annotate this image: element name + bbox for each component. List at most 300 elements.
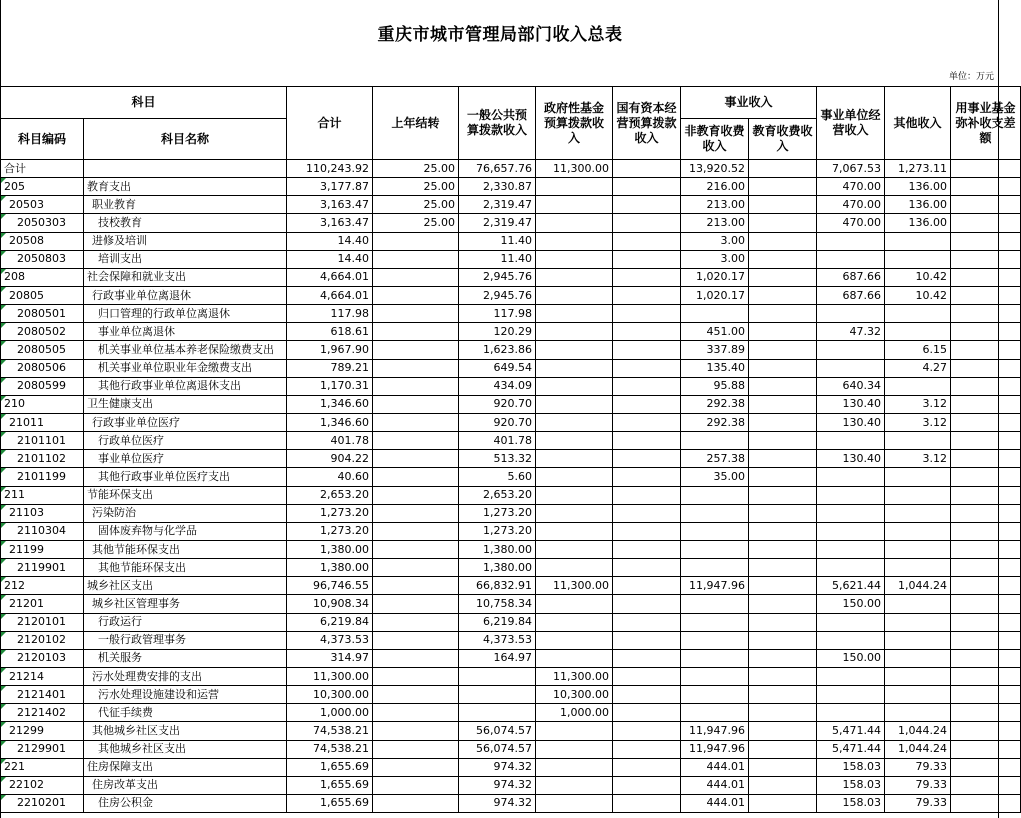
cell-prior-balance: [373, 232, 459, 250]
cell-other-income: 10.42: [885, 268, 951, 286]
cell-state-capital: [613, 704, 681, 722]
cell-other-income: 6.15: [885, 341, 951, 359]
cell-unit-operating: 130.40: [817, 450, 885, 468]
cell-gov-fund: [536, 323, 613, 341]
cell-code: 2050303: [1, 214, 84, 232]
table-row: [1, 758, 1021, 776]
header-edu-fee: 教育收费收入: [749, 119, 817, 160]
cell-gov-fund: [536, 468, 613, 486]
header-gov-fund: 政府性基金预算拨款收入: [536, 87, 613, 160]
income-summary-table: [0, 86, 1021, 813]
cell-code: 210: [1, 395, 84, 413]
cell-total: 4,664.01: [287, 268, 373, 286]
cell-prior-balance: [373, 504, 459, 522]
cell-gov-fund: [536, 286, 613, 304]
cell-total: 3,163.47: [287, 196, 373, 214]
cell-code: 21201: [1, 595, 84, 613]
cell-code: 2119901: [1, 559, 84, 577]
cell-general-budget: 2,653.20: [459, 486, 536, 504]
cell-edu-fee: [749, 631, 817, 649]
cell-name: 机关服务: [84, 649, 287, 667]
cell-other-income: [885, 432, 951, 450]
table-row: [1, 196, 1021, 214]
table-row: [1, 595, 1021, 613]
cell-total: 1,346.60: [287, 413, 373, 431]
cell-non-edu-fee: [681, 522, 749, 540]
cell-state-capital: [613, 196, 681, 214]
cell-unit-operating: 158.03: [817, 758, 885, 776]
cell-total: 1,655.69: [287, 758, 373, 776]
cell-code: 2120102: [1, 631, 84, 649]
cell-name: 其他节能环保支出: [84, 559, 287, 577]
cell-code: 2101101: [1, 432, 84, 450]
cell-fund-subsidy: [951, 160, 1021, 178]
cell-other-income: [885, 686, 951, 704]
cell-unit-operating: 687.66: [817, 268, 885, 286]
cell-code: 2101199: [1, 468, 84, 486]
cell-prior-balance: [373, 305, 459, 323]
cell-general-budget: 2,319.47: [459, 214, 536, 232]
cell-fund-subsidy: [951, 504, 1021, 522]
cell-non-edu-fee: 13,920.52: [681, 160, 749, 178]
cell-edu-fee: [749, 432, 817, 450]
cell-other-income: 136.00: [885, 178, 951, 196]
cell-other-income: 79.33: [885, 758, 951, 776]
cell-total: 1,170.31: [287, 377, 373, 395]
cell-state-capital: [613, 559, 681, 577]
cell-other-income: [885, 559, 951, 577]
cell-non-edu-fee: 3.00: [681, 232, 749, 250]
cell-gov-fund: 11,300.00: [536, 667, 613, 685]
cell-unit-operating: 130.40: [817, 395, 885, 413]
cell-gov-fund: [536, 722, 613, 740]
table-row: [1, 268, 1021, 286]
cell-total: 789.21: [287, 359, 373, 377]
cell-state-capital: [613, 667, 681, 685]
cell-prior-balance: [373, 577, 459, 595]
cell-total: 1,273.20: [287, 504, 373, 522]
cell-non-edu-fee: [681, 667, 749, 685]
cell-name: 机关事业单位基本养老保险缴费支出: [84, 341, 287, 359]
cell-edu-fee: [749, 323, 817, 341]
cell-non-edu-fee: 337.89: [681, 341, 749, 359]
cell-non-edu-fee: 444.01: [681, 758, 749, 776]
cell-name: 卫生健康支出: [84, 395, 287, 413]
cell-state-capital: [613, 522, 681, 540]
cell-edu-fee: [749, 613, 817, 631]
cell-edu-fee: [749, 540, 817, 558]
cell-code: 2121401: [1, 686, 84, 704]
cell-general-budget: 2,319.47: [459, 196, 536, 214]
table-row: [1, 305, 1021, 323]
cell-state-capital: [613, 468, 681, 486]
cell-general-budget: 5.60: [459, 468, 536, 486]
cell-prior-balance: [373, 559, 459, 577]
cell-name: 行政事业单位离退休: [84, 286, 287, 304]
table-row: [1, 468, 1021, 486]
cell-total: 14.40: [287, 250, 373, 268]
cell-general-budget: 974.32: [459, 776, 536, 794]
header-general-budget: 一般公共预算拨款收入: [459, 87, 536, 160]
cell-total: 2,653.20: [287, 486, 373, 504]
cell-gov-fund: [536, 559, 613, 577]
cell-non-edu-fee: [681, 649, 749, 667]
cell-unit-operating: 470.00: [817, 178, 885, 196]
cell-edu-fee: [749, 450, 817, 468]
cell-state-capital: [613, 631, 681, 649]
cell-prior-balance: [373, 432, 459, 450]
cell-prior-balance: [373, 722, 459, 740]
cell-non-edu-fee: 135.40: [681, 359, 749, 377]
cell-code: 2080502: [1, 323, 84, 341]
cell-unit-operating: [817, 305, 885, 323]
cell-total: 117.98: [287, 305, 373, 323]
cell-name: 职业教育: [84, 196, 287, 214]
header-subject: 科目: [1, 87, 287, 119]
cell-other-income: 79.33: [885, 776, 951, 794]
cell-state-capital: [613, 740, 681, 758]
cell-general-budget: 76,657.76: [459, 160, 536, 178]
cell-name: 培训支出: [84, 250, 287, 268]
header-subject-code: 科目编码: [1, 119, 84, 160]
cell-edu-fee: [749, 559, 817, 577]
cell-state-capital: [613, 377, 681, 395]
cell-name: 其他行政事业单位医疗支出: [84, 468, 287, 486]
table-row: [1, 722, 1021, 740]
cell-fund-subsidy: [951, 631, 1021, 649]
cell-gov-fund: [536, 631, 613, 649]
header-other-income: 其他收入: [885, 87, 951, 160]
table-row: [1, 559, 1021, 577]
cell-non-edu-fee: 257.38: [681, 450, 749, 468]
cell-total: 40.60: [287, 468, 373, 486]
cell-name: 代征手续费: [84, 704, 287, 722]
cell-unit-operating: [817, 559, 885, 577]
cell-non-edu-fee: 95.88: [681, 377, 749, 395]
cell-fund-subsidy: [951, 686, 1021, 704]
cell-edu-fee: [749, 667, 817, 685]
header-business-income: 事业收入: [681, 87, 817, 119]
cell-general-budget: 1,623.86: [459, 341, 536, 359]
table-body: [1, 160, 1021, 813]
cell-name: 行政运行: [84, 613, 287, 631]
cell-code: 2210201: [1, 794, 84, 812]
cell-code: 205: [1, 178, 84, 196]
cell-other-income: 136.00: [885, 196, 951, 214]
cell-gov-fund: [536, 432, 613, 450]
cell-total: 4,373.53: [287, 631, 373, 649]
cell-edu-fee: [749, 776, 817, 794]
cell-name: 机关事业单位职业年金缴费支出: [84, 359, 287, 377]
cell-prior-balance: [373, 268, 459, 286]
cell-other-income: [885, 704, 951, 722]
cell-other-income: 79.33: [885, 794, 951, 812]
header-total: 合计: [287, 87, 373, 160]
cell-unit-operating: 130.40: [817, 413, 885, 431]
cell-code: 21299: [1, 722, 84, 740]
cell-name: 住房改革支出: [84, 776, 287, 794]
cell-edu-fee: [749, 160, 817, 178]
cell-code: 2080506: [1, 359, 84, 377]
cell-edu-fee: [749, 740, 817, 758]
cell-non-edu-fee: 292.38: [681, 413, 749, 431]
table-row: [1, 377, 1021, 395]
cell-general-budget: 4,373.53: [459, 631, 536, 649]
cell-fund-subsidy: [951, 595, 1021, 613]
cell-unit-operating: [817, 468, 885, 486]
cell-general-budget: 56,074.57: [459, 740, 536, 758]
cell-name: 污水处理设施建设和运营: [84, 686, 287, 704]
cell-unit-operating: [817, 704, 885, 722]
cell-general-budget: 513.32: [459, 450, 536, 468]
table-row: [1, 359, 1021, 377]
cell-other-income: 3.12: [885, 395, 951, 413]
page-title: 重庆市城市管理局部门收入总表: [377, 25, 623, 45]
cell-general-budget: 56,074.57: [459, 722, 536, 740]
cell-unit-operating: [817, 504, 885, 522]
cell-gov-fund: [536, 305, 613, 323]
cell-general-budget: 401.78: [459, 432, 536, 450]
cell-non-edu-fee: [681, 504, 749, 522]
table-row: [1, 540, 1021, 558]
table-row: [1, 504, 1021, 522]
cell-edu-fee: [749, 486, 817, 504]
cell-code: 2110304: [1, 522, 84, 540]
cell-unit-operating: [817, 540, 885, 558]
cell-unit-operating: [817, 232, 885, 250]
cell-code: 2080599: [1, 377, 84, 395]
cell-unit-operating: [817, 250, 885, 268]
cell-other-income: [885, 323, 951, 341]
cell-state-capital: [613, 649, 681, 667]
cell-general-budget: 10,758.34: [459, 595, 536, 613]
cell-prior-balance: 25.00: [373, 178, 459, 196]
cell-name: 社会保障和就业支出: [84, 268, 287, 286]
cell-other-income: [885, 250, 951, 268]
cell-state-capital: [613, 595, 681, 613]
header-state-capital: 国有资本经营预算拨款收入: [613, 87, 681, 160]
cell-other-income: [885, 486, 951, 504]
cell-prior-balance: [373, 522, 459, 540]
cell-total: 1,380.00: [287, 559, 373, 577]
cell-non-edu-fee: [681, 305, 749, 323]
table-row: [1, 649, 1021, 667]
cell-total: 1,000.00: [287, 704, 373, 722]
cell-general-budget: 2,330.87: [459, 178, 536, 196]
cell-name: 事业单位医疗: [84, 450, 287, 468]
cell-state-capital: [613, 686, 681, 704]
cell-name: 其他行政事业单位离退休支出: [84, 377, 287, 395]
cell-gov-fund: [536, 522, 613, 540]
cell-fund-subsidy: [951, 214, 1021, 232]
cell-total: 1,655.69: [287, 794, 373, 812]
cell-fund-subsidy: [951, 776, 1021, 794]
cell-edu-fee: [749, 704, 817, 722]
cell-prior-balance: [373, 740, 459, 758]
cell-state-capital: [613, 413, 681, 431]
cell-state-capital: [613, 450, 681, 468]
table-row: [1, 631, 1021, 649]
cell-unit-operating: 5,471.44: [817, 722, 885, 740]
cell-total: 10,300.00: [287, 686, 373, 704]
cell-prior-balance: [373, 341, 459, 359]
cell-state-capital: [613, 486, 681, 504]
cell-name: 事业单位离退休: [84, 323, 287, 341]
cell-edu-fee: [749, 468, 817, 486]
cell-code: 20805: [1, 286, 84, 304]
cell-fund-subsidy: [951, 413, 1021, 431]
cell-code: 2129901: [1, 740, 84, 758]
cell-fund-subsidy: [951, 323, 1021, 341]
cell-unit-operating: [817, 522, 885, 540]
cell-edu-fee: [749, 686, 817, 704]
header-fund-subsidy: 用事业基金弥补收支差额: [951, 87, 1021, 160]
cell-name: 行政单位医疗: [84, 432, 287, 450]
cell-edu-fee: [749, 577, 817, 595]
cell-non-edu-fee: 292.38: [681, 395, 749, 413]
cell-non-edu-fee: [681, 704, 749, 722]
cell-gov-fund: [536, 504, 613, 522]
cell-edu-fee: [749, 794, 817, 812]
cell-non-edu-fee: 213.00: [681, 196, 749, 214]
cell-code: 2120101: [1, 613, 84, 631]
cell-unit-operating: 47.32: [817, 323, 885, 341]
cell-non-edu-fee: 444.01: [681, 794, 749, 812]
cell-prior-balance: [373, 540, 459, 558]
cell-unit-operating: 687.66: [817, 286, 885, 304]
table-row: [1, 160, 1021, 178]
cell-gov-fund: [536, 794, 613, 812]
cell-general-budget: 164.97: [459, 649, 536, 667]
cell-state-capital: [613, 178, 681, 196]
table-row: [1, 341, 1021, 359]
cell-prior-balance: [373, 286, 459, 304]
cell-fund-subsidy: [951, 522, 1021, 540]
cell-state-capital: [613, 160, 681, 178]
cell-name: 城乡社区管理事务: [84, 595, 287, 613]
table-row: [1, 286, 1021, 304]
cell-general-budget: 66,832.91: [459, 577, 536, 595]
cell-other-income: 1,044.24: [885, 740, 951, 758]
cell-gov-fund: [536, 740, 613, 758]
cell-general-budget: [459, 704, 536, 722]
cell-unit-operating: 158.03: [817, 794, 885, 812]
cell-prior-balance: [373, 323, 459, 341]
cell-edu-fee: [749, 250, 817, 268]
cell-state-capital: [613, 540, 681, 558]
cell-state-capital: [613, 504, 681, 522]
cell-name: 住房公积金: [84, 794, 287, 812]
cell-gov-fund: [536, 776, 613, 794]
table-row: [1, 232, 1021, 250]
cell-code: 2080501: [1, 305, 84, 323]
cell-fund-subsidy: [951, 250, 1021, 268]
cell-non-edu-fee: 11,947.96: [681, 740, 749, 758]
cell-name: 进修及培训: [84, 232, 287, 250]
cell-edu-fee: [749, 178, 817, 196]
cell-code: 21199: [1, 540, 84, 558]
cell-non-edu-fee: [681, 631, 749, 649]
cell-code: 2101102: [1, 450, 84, 468]
cell-general-budget: 120.29: [459, 323, 536, 341]
cell-total: 6,219.84: [287, 613, 373, 631]
cell-gov-fund: [536, 232, 613, 250]
cell-total: 11,300.00: [287, 667, 373, 685]
cell-state-capital: [613, 577, 681, 595]
cell-name: 行政事业单位医疗: [84, 413, 287, 431]
cell-state-capital: [613, 776, 681, 794]
cell-non-edu-fee: [681, 540, 749, 558]
cell-total: 1,346.60: [287, 395, 373, 413]
cell-fund-subsidy: [951, 286, 1021, 304]
table-row: [1, 432, 1021, 450]
cell-general-budget: 974.32: [459, 758, 536, 776]
cell-general-budget: 974.32: [459, 794, 536, 812]
cell-name: 污染防治: [84, 504, 287, 522]
cell-state-capital: [613, 286, 681, 304]
table-row: [1, 486, 1021, 504]
cell-total: 4,664.01: [287, 286, 373, 304]
cell-unit-operating: [817, 613, 885, 631]
cell-prior-balance: [373, 686, 459, 704]
cell-fund-subsidy: [951, 486, 1021, 504]
cell-unit-operating: 7,067.53: [817, 160, 885, 178]
header-subject-name: 科目名称: [84, 119, 287, 160]
table-row: [1, 794, 1021, 812]
cell-fund-subsidy: [951, 432, 1021, 450]
cell-unit-operating: [817, 686, 885, 704]
cell-total: 1,273.20: [287, 522, 373, 540]
cell-fund-subsidy: [951, 305, 1021, 323]
cell-state-capital: [613, 305, 681, 323]
cell-code: 20508: [1, 232, 84, 250]
cell-unit-operating: 150.00: [817, 595, 885, 613]
cell-total: 3,177.87: [287, 178, 373, 196]
cell-gov-fund: [536, 486, 613, 504]
cell-other-income: [885, 232, 951, 250]
cell-prior-balance: [373, 250, 459, 268]
cell-edu-fee: [749, 758, 817, 776]
cell-edu-fee: [749, 286, 817, 304]
header-unit-operating: 事业单位经营收入: [817, 87, 885, 160]
cell-state-capital: [613, 432, 681, 450]
cell-fund-subsidy: [951, 395, 1021, 413]
cell-other-income: [885, 305, 951, 323]
cell-total: 401.78: [287, 432, 373, 450]
cell-prior-balance: [373, 667, 459, 685]
table-row: [1, 214, 1021, 232]
cell-prior-balance: [373, 704, 459, 722]
table-row: [1, 613, 1021, 631]
cell-non-edu-fee: 11,947.96: [681, 722, 749, 740]
table-row: [1, 250, 1021, 268]
cell-general-budget: 1,273.20: [459, 504, 536, 522]
cell-code: 22102: [1, 776, 84, 794]
cell-total: 3,163.47: [287, 214, 373, 232]
cell-code: 合计: [1, 160, 84, 178]
cell-name: 城乡社区支出: [84, 577, 287, 595]
cell-name: 其他节能环保支出: [84, 540, 287, 558]
cell-non-edu-fee: 213.00: [681, 214, 749, 232]
table-row: [1, 395, 1021, 413]
cell-name: 污水处理费安排的支出: [84, 667, 287, 685]
cell-gov-fund: 11,300.00: [536, 160, 613, 178]
cell-code: 212: [1, 577, 84, 595]
cell-prior-balance: [373, 486, 459, 504]
header-prior-balance: 上年结转: [373, 87, 459, 160]
cell-name: [84, 160, 287, 178]
cell-name: 一般行政管理事务: [84, 631, 287, 649]
